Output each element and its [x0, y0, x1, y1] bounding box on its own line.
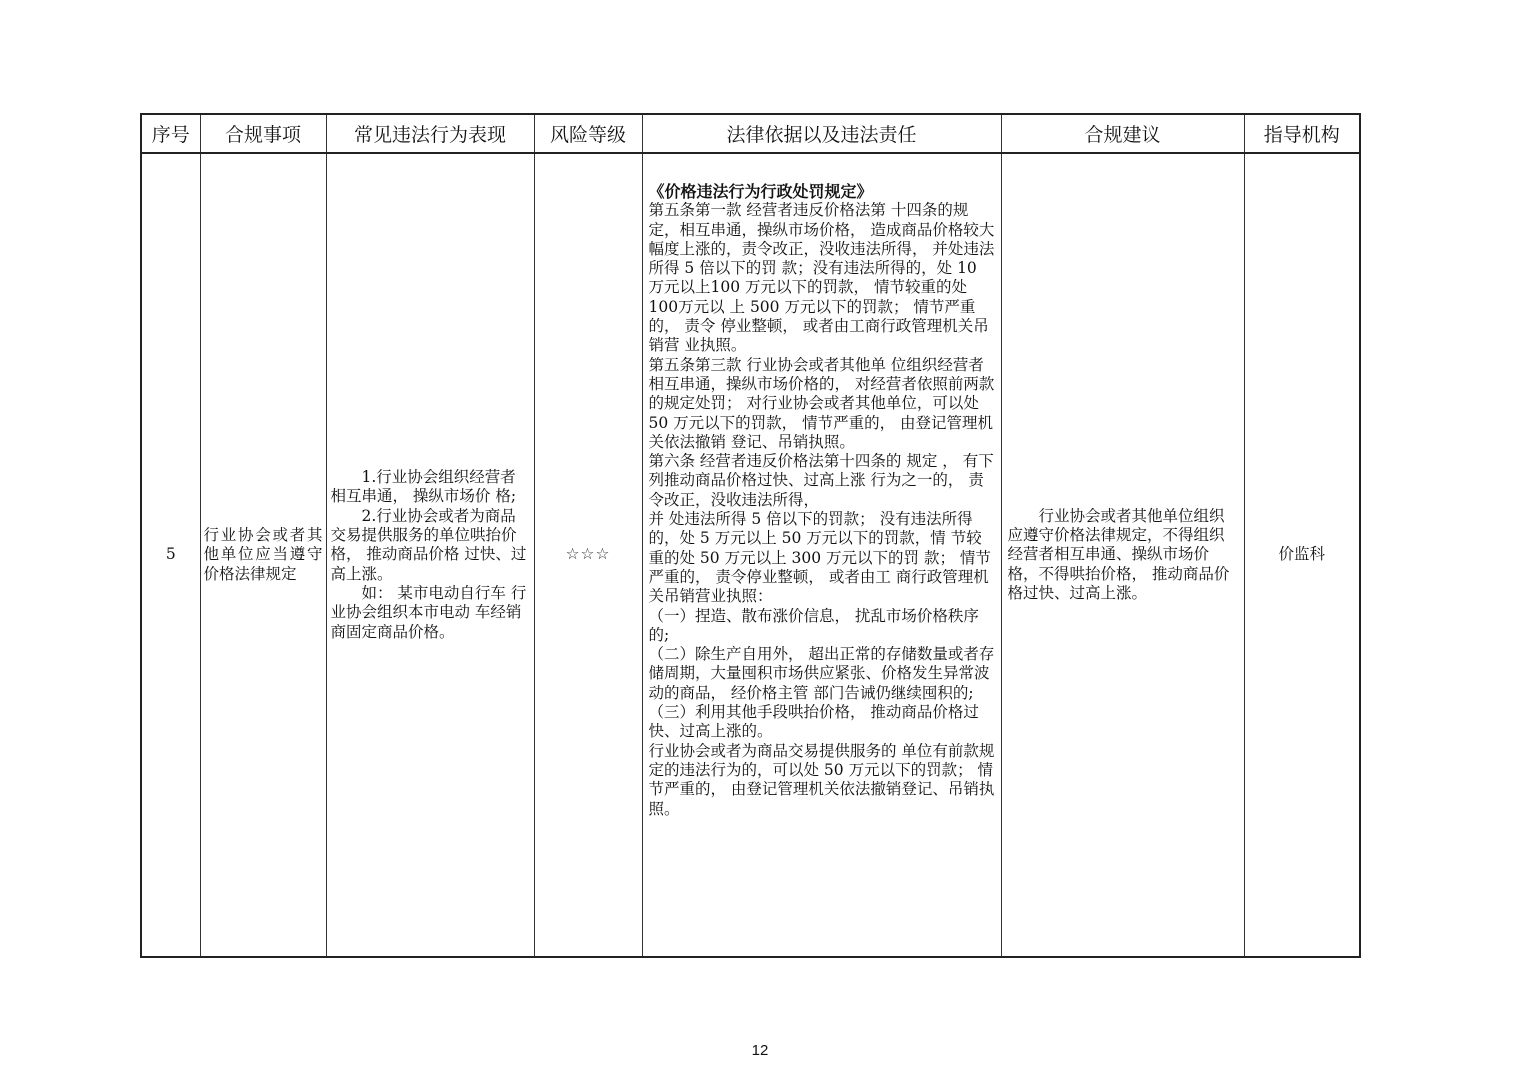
- law-paragraph: 行业协会或者为商品交易提供服务的 单位有前款规定的违法行为的，可以处 50 万元以下的罚款； 情节严重的， 由登记管理机关依法撤销登记、吊销执照。: [648, 741, 995, 818]
- compliance-advice: [1001, 153, 1244, 957]
- law-paragraph: 并 处违法所得 5 倍以下的罚款； 没有违法所得 的，处 5 万元以上 50 万元以下的罚款，情 节较重的处 50 万元以上 300 万元以下的罚 款； 情节严重的， 责令停业整顿， 或者由工 商行政管理机关吊销营业执照：: [648, 510, 991, 606]
- compliance-item: 行业协会或者其他单位应当遵守价格法律规定: [200, 153, 326, 957]
- page-number: 12: [751, 1042, 769, 1059]
- header-law: 法律依据以及违法责任: [642, 114, 1001, 153]
- guiding-organization: 价监科: [1244, 153, 1360, 957]
- law-paragraph: 第五条第一款 经营者违反价格法第 十四条的规定，相互串通，操纵市场价格， 造成商品价格较大幅度上涨的，责令改正，没收违法所得， 并处违法所得 5 倍以下的罚 款；没有违法所得的，处 10 万元以上100 万元以下的罚款， 情节较重的处 100万元以 上 500 万元以下的罚款； 情节严重的， 责令 停业整顿， 或者由工商行政管理机关吊销营 业执照。: [648, 201, 995, 355]
- table-header-row: [141, 114, 1360, 153]
- table-row: [141, 153, 1360, 957]
- law-paragraph: （一）捏造、散布涨价信息， 扰乱市场价格秩序的;: [648, 606, 979, 644]
- header-advice: 合规建议: [1001, 114, 1244, 153]
- behavior-2: 2.行业协会或者为商品交易提供服务的单位哄抬价格， 推动商品价格 过快、过高上涨。: [330, 506, 527, 583]
- risk-level-stars: ☆☆☆: [534, 153, 642, 957]
- law-paragraph: （二）除生产自用外， 超出正常的存储数量或者存储周期，大量囤积市场供应紧张、价格发生异常波动的商品， 经价格主管 部门告诫仍继续囤积的;: [648, 645, 995, 702]
- law-paragraph: （三）利用其他手段哄抬价格， 推动商品价格过快、过高上涨的。: [648, 703, 979, 741]
- law-paragraph: 第六条 经营者违反价格法第十四条的 规定 ， 有下列推动商品价格过快、过高上涨 行为之一的， 责令改正，没收违法所得，: [648, 452, 994, 509]
- law-title: 《价格违法行为行政处罚规定》: [648, 182, 873, 201]
- header-risk: 风险等级: [534, 114, 642, 153]
- behavior-example: 如： 某市电动自行车 行业协会组织本市电动 车经销商固定商品价格。: [330, 583, 527, 641]
- compliance-table: [140, 113, 1361, 958]
- header-org: 指导机构: [1244, 114, 1360, 153]
- advice-text: 行业协会或者其他单位组织应遵守价格法律规定，不得组织经营者相互串通、操纵市场价格，不得哄抬价格， 推动商品价格过快、过高上涨。: [1007, 506, 1230, 602]
- behavior-1: 1.行业协会组织经营者相互串通， 操纵市场价 格;: [330, 468, 517, 506]
- legal-basis: [642, 153, 1001, 957]
- law-paragraph: 第五条第三款 行业协会或者其他单 位组织经营者相互串通，操纵市场价格的， 对经营者依照前两款的规定处罚； 对行业协会或者其他单位，可以处 50 万元以下的罚款， 情节严重的， 由登记管理机关依法撤销 登记、吊销执照。: [648, 355, 995, 451]
- header-item: 合规事项: [200, 114, 326, 153]
- row-number: 5: [141, 153, 200, 957]
- violation-behaviors: [326, 153, 534, 957]
- header-behavior: 常见违法行为表现: [326, 114, 534, 153]
- header-no: 序号: [141, 114, 200, 153]
